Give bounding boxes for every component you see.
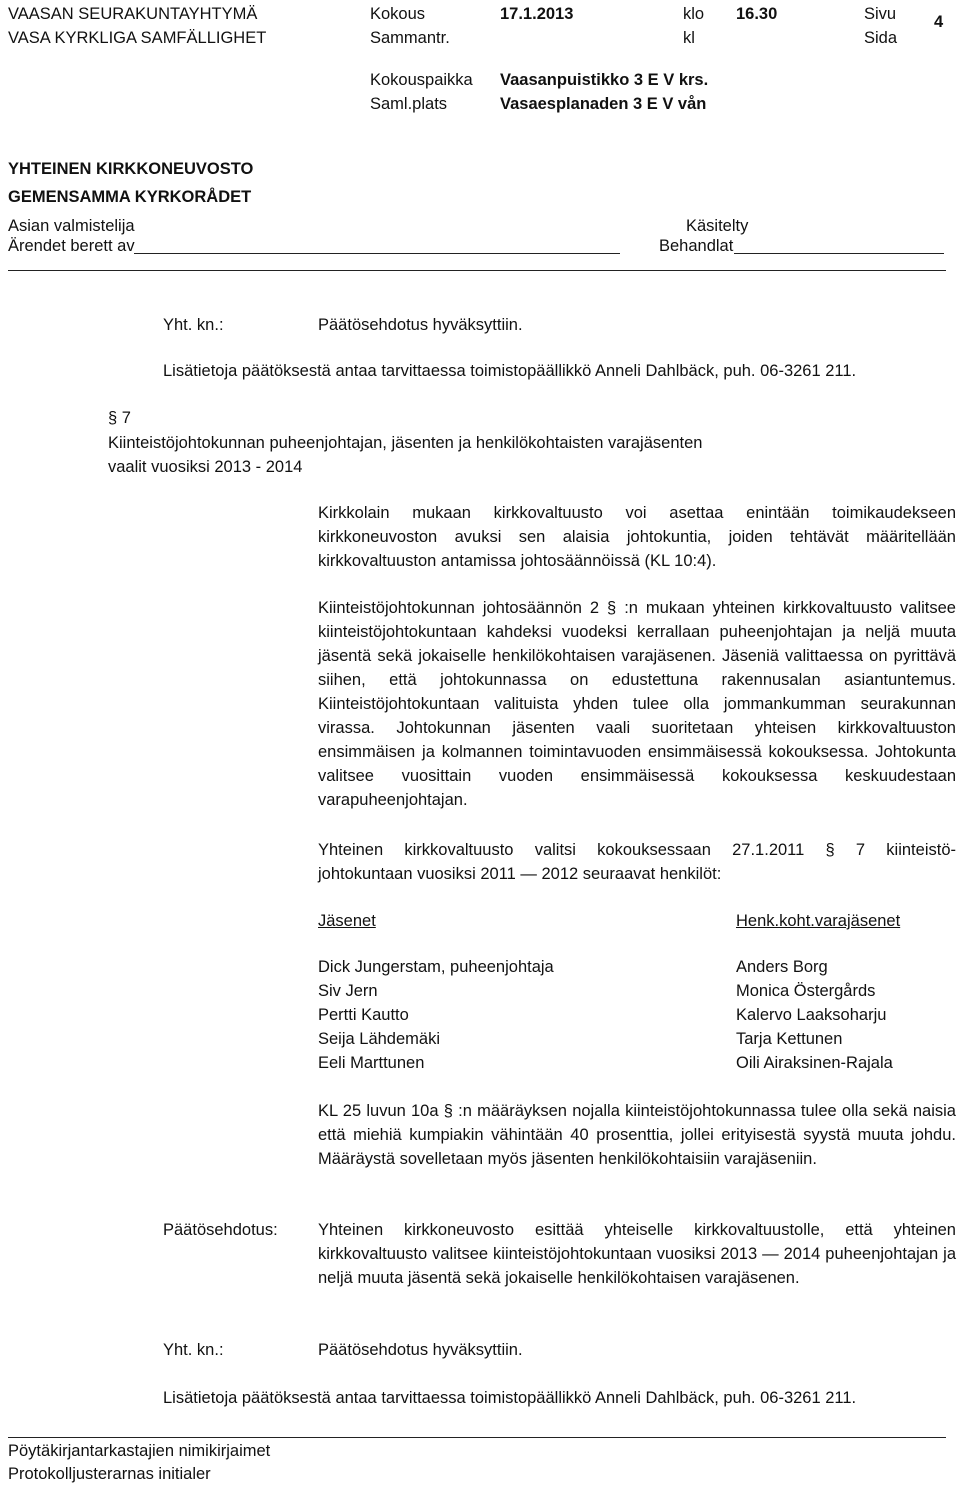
place-label-sv: Saml.plats <box>370 95 448 113</box>
section-title-line2: vaalit vuosiksi 2013 - 2014 <box>108 458 303 476</box>
list-item: Pertti Kautto <box>318 1006 409 1024</box>
list-item: Kalervo Laaksoharju <box>736 1006 887 1024</box>
org-name-sv: VASA KYRKLIGA SAMFÄLLIGHET <box>8 29 267 47</box>
decision-info-text: Lisätietoja päätöksestä antaa tarvittaessa toimistopäällikkö Anneli Dahlbäck, puh. 06-3261 211. <box>163 1389 857 1407</box>
list-item: Eeli Marttunen <box>318 1054 425 1072</box>
paragraph-3-line1: Yhteinen kirkkovaltuusto valitsi kokouksessaan 27.1.2011 § 7 kiinteistö- <box>318 841 956 859</box>
org-name-fi: VAASAN SEURAKUNTAYHTYMÄ <box>8 5 258 23</box>
paragraph-2: Kiinteistöjohtokunnan johtosäännön 2 § :n mukaan yhteinen kirkkovaltuusto valitsee kiinteistöjohtokuntaan kahdeksi vuodeksi kerrallaan puheenjohtajan ja neljä muuta jäsentä sekä jokaiselle henkilökohtaisen varajäsenen. Jäseniä valittaessa on pyrittävä siihen, että johtokunnassa on edustettuna rakennusalan asiantuntemus. Kiinteistöjohtokuntaan valituista yhden tulee olla jommankumman seurakunnan virassa. Johtokunnan jäsenten vaali suoritetaan yhteisen kirkkovaltuuston ensimmäisen ja kolmannen toimintavuoden ensimmäisessä kokouksessa. Johtokunta valitsee vuosittain vuoden ensimmäisessä kokouksessa keskuudestaan varapuheenjohtajan. <box>318 599 956 809</box>
body-title-fi: YHTEINEN KIRKKONEUVOSTO <box>8 160 254 178</box>
page-number: 4 <box>934 13 944 31</box>
list-item: Tarja Kettunen <box>736 1030 843 1048</box>
proposal-label: Päätösehdotus: <box>163 1221 278 1239</box>
meeting-place-sv: Vasaesplanaden 3 E V vån <box>500 95 707 113</box>
meeting-time: 16.30 <box>736 5 778 23</box>
handled-line <box>734 253 944 254</box>
prev-info-text: Lisätietoja päätöksestä antaa tarvittaessa toimistopäällikkö Anneli Dahlbäck, puh. 06-3261 211. <box>163 362 857 380</box>
deputies-list <box>736 955 893 1075</box>
deputies-header: Henk.koht.varajäsenet <box>736 912 901 930</box>
list-item: Dick Jungerstam, puheenjohtaja <box>318 958 554 976</box>
preparer-line <box>134 253 620 254</box>
paragraph-4: KL 25 luvun 10a § :n määräyksen nojalla kiinteistöjohtokunnassa tulee olla sekä naisia että miehiä kumpiakin vähintään 40 prosenttia, jollei erityisestä syystä muuta johdu. Määräystä sovelletaan myös jäsenten henkilökohtaisiin varajäseniin. <box>318 1102 956 1168</box>
meeting-label-fi: Kokous <box>370 5 426 23</box>
preparer-label-sv: Ärendet berett av <box>8 237 135 255</box>
preparer-label-fi: Asian valmistelija <box>8 217 135 235</box>
body-title-sv: GEMENSAMMA KYRKORÅDET <box>8 188 252 206</box>
section-number <box>108 406 131 430</box>
meeting-label-sv: Sammantr. <box>370 29 450 47</box>
proposal-text: Yhteinen kirkkoneuvosto esittää yhteiselle kirkkovaltuustolle, että yhteinen kirkkovaltuusto valitsee kiinteistöjohtokuntaan vuosiksi 2013 — 2014 puheenjohtajan ja neljä muuta jäsentä sekä jokaiselle henkilökohtaisen varajäsenen. <box>318 1221 956 1287</box>
prev-decision-text: Päätösehdotus hyväksyttiin. <box>318 316 523 334</box>
section-number-value: 7 <box>121 409 131 427</box>
footer-divider <box>8 1437 946 1438</box>
paragraph-1: Kirkkolain mukaan kirkkovaltuusto voi asettaa enintään toimikaudekseen kirkkoneuvoston avuksi sen alaisia johtokuntia, joiden tehtävät määritellään kirkkovaltuuston antamissa johtosäännöissä (KL 10:4). <box>318 504 956 570</box>
page-label-sv: Sida <box>864 29 898 47</box>
section-title-line1: Kiinteistöjohtokunnan puheenjohtajan, jäsenten ja henkilökohtaisten varajäsenten <box>108 434 703 452</box>
paragraph-3-line2: johtokuntaan vuosiksi 2011 — 2012 seuraavat henkilöt: <box>318 865 722 883</box>
list-item: Seija Lähdemäki <box>318 1030 440 1048</box>
time-label-sv: kl <box>683 29 695 47</box>
prev-yht-label: Yht. kn.: <box>163 316 224 334</box>
meeting-place-fi: Vaasanpuistikko 3 E V krs. <box>500 71 709 89</box>
list-item: Oili Airaksinen-Rajala <box>736 1054 893 1072</box>
handled-label-sv: Behandlat <box>659 237 734 255</box>
list-item: Siv Jern <box>318 982 378 1000</box>
list-item: Anders Borg <box>736 958 828 976</box>
footer-line-sv: Protokolljusterarnas initialer <box>8 1465 211 1483</box>
footer-line-fi: Pöytäkirjantarkastajien nimikirjaimet <box>8 1442 271 1460</box>
list-item: Monica Östergårds <box>736 982 876 1000</box>
meeting-date: 17.1.2013 <box>500 5 574 23</box>
time-label-fi: klo <box>683 5 705 23</box>
header-divider <box>8 270 946 271</box>
place-label-fi: Kokouspaikka <box>370 71 473 89</box>
decision-text: Päätösehdotus hyväksyttiin. <box>318 1341 523 1359</box>
members-list <box>318 955 554 1075</box>
page-label-fi: Sivu <box>864 5 897 23</box>
members-header: Jäsenet <box>318 912 376 930</box>
section-symbol: § <box>108 409 118 427</box>
decision-yht-label: Yht. kn.: <box>163 1341 224 1359</box>
handled-label-fi: Käsitelty <box>686 217 749 235</box>
